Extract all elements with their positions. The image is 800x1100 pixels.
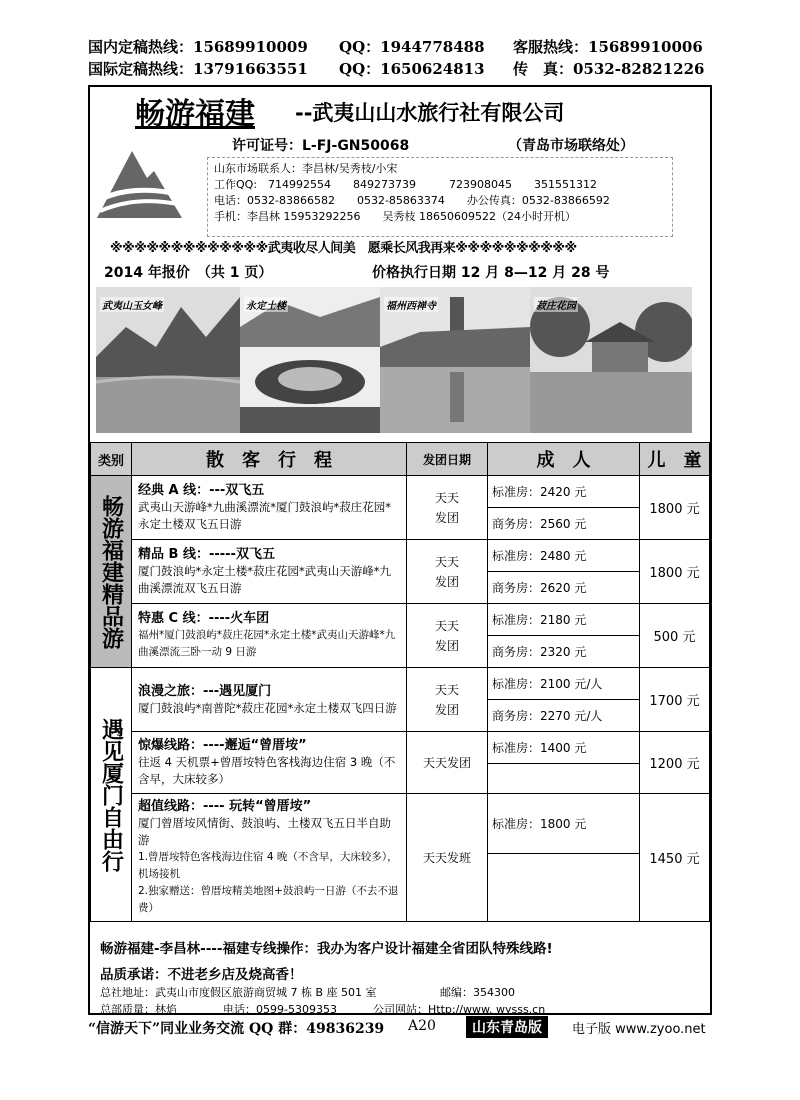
photo-shuzhuang [530, 287, 692, 433]
table-row [91, 732, 710, 764]
ad-frame [88, 85, 712, 1015]
route-name: 惊爆线路：----邂逅“曾厝垵” [138, 738, 307, 753]
qq-group: “信游天下”同业业务交流 QQ 群：49836239 [88, 1021, 385, 1037]
departure-cell: 天天发班 [407, 794, 488, 922]
standard-price: 标准房：1800 元 [488, 794, 640, 854]
col-category: 类别 [91, 443, 132, 476]
photo-yunvfeng [96, 287, 240, 433]
photo-tulou [240, 287, 380, 433]
child-price: 1800 元 [640, 540, 710, 604]
contact-box [207, 157, 673, 237]
table-row [91, 794, 710, 854]
business-price: 商务房：2320 元 [488, 636, 640, 668]
contact-mobile: 手机：李昌林 15953292256 吴秀枝 18650609522（24小时开机） [214, 210, 576, 223]
table-row [91, 540, 710, 572]
business-price-empty [488, 764, 640, 794]
category-xiamen: 遇见厦门自由行 [91, 668, 132, 922]
route-name: 超值线路：---- 玩转“曾厝垵” [138, 799, 312, 814]
brand-title: 畅游福建 [135, 97, 255, 132]
child-price: 1700 元 [640, 668, 710, 732]
intl-hotline: 国际定稿热线：13791663551 [88, 60, 308, 78]
departure-cell: 天天发团 [407, 732, 488, 794]
business-price: 商务房：2270 元/人 [488, 700, 640, 732]
col-adult: 成 人 [488, 443, 640, 476]
departure-cell: 天天 发团 [407, 604, 488, 668]
route-desc: 往返 4 天机票+曾厝垵特色客栈海边住宿 3 晚（不含早，大床较多） [138, 755, 396, 786]
route-cell [132, 540, 407, 604]
route-desc: 武夷山天游峰*九曲溪漂流*厦门鼓浪屿*菽庄花园*永定土楼双飞五日游 [138, 500, 391, 531]
departure-cell: 天天 发团 [407, 540, 488, 604]
office-label: （青岛市场联络处） [508, 138, 634, 154]
page-number: A20 [408, 1018, 436, 1034]
table-row [91, 476, 710, 508]
price-year: 2014 年报价 （共 1 页） [104, 265, 273, 281]
route-desc: 厦门鼓浪屿*南普陀*菽庄花园*永定土楼双飞四日游 [138, 700, 397, 715]
photo-caption: 武夷山玉女峰 [100, 297, 164, 312]
route-cell [132, 794, 407, 922]
qq-2: QQ：1650624813 [339, 60, 485, 78]
mountain-logo [92, 143, 187, 223]
route-name: 经典 A 线：---双飞五 [138, 483, 265, 498]
service-hotline: 客服热线：15689910006 [513, 38, 703, 56]
quality-promise: 品质承诺：不进老乡店及烧高香！ [100, 967, 303, 983]
route-cell [132, 604, 407, 668]
standard-price: 标准房：1400 元 [488, 732, 640, 764]
photo-caption: 永定土楼 [244, 297, 288, 312]
photo-xichan [380, 287, 530, 433]
departure-cell: 天天 发团 [407, 668, 488, 732]
child-price: 1200 元 [640, 732, 710, 794]
business-price-empty [488, 854, 640, 922]
route-desc: 厦门曾厝垵风情街、鼓浪屿、土楼双飞五日半自助游 [138, 816, 391, 847]
route-cell [132, 668, 407, 732]
table-row [91, 668, 710, 700]
child-price: 1800 元 [640, 476, 710, 540]
table-row [91, 604, 710, 636]
child-price: 1450 元 [640, 794, 710, 922]
route-note-2: 2.独家赠送：曾厝垵精美地图+鼓浪屿一日游（不去不退费） [138, 885, 399, 914]
photo-caption: 菽庄花园 [534, 297, 578, 312]
edition-badge: 山东青岛版 [466, 1016, 548, 1038]
fax: 传 真：0532-82821226 [513, 60, 705, 78]
category-premium: 畅游福建精品游 [91, 476, 132, 668]
standard-price: 标准房：2100 元/人 [488, 668, 640, 700]
standard-price: 标准房：2480 元 [488, 540, 640, 572]
route-name: 精品 B 线：-----双飞五 [138, 547, 275, 562]
contact-people: 山东市场联系人：李昌林/吴秀枝/小宋 [214, 162, 398, 175]
route-desc: 福州*厦门鼓浪屿*菽庄花园*永定土楼*武夷山天游峰*九曲溪漂流三卧一动 9 日游 [138, 629, 396, 658]
e-edition-site: 电子版 www.zyoo.net [572, 1022, 706, 1037]
price-dates: 价格执行日期 12 月 8—12 月 28 号 [372, 265, 610, 281]
domestic-hotline: 国内定稿热线：15689910009 [88, 38, 308, 56]
departure-cell: 天天 发团 [407, 476, 488, 540]
slogan: ※※※※※※※※※※※※※武夷收尽人间美 愿乘长风我再来※※※※※※※※※※ [110, 241, 577, 256]
license: 许可证号：L-FJ-GN50068 [232, 138, 410, 154]
qq-1: QQ：1944778488 [339, 38, 485, 56]
child-price: 500 元 [640, 604, 710, 668]
photo-caption: 福州西禅寺 [384, 297, 438, 312]
col-route: 散 客 行 程 [132, 443, 407, 476]
quality-dept: 总部质量：林焰 [100, 1003, 177, 1016]
standard-price: 标准房：2180 元 [488, 604, 640, 636]
route-note-1: 1.曾厝垵特色客栈海边住宿 4 晚（不含早，大床较多），机场接机 [138, 851, 398, 880]
zip-code: 邮编：354300 [440, 986, 515, 999]
company-name: --武夷山山水旅行社有限公司 [295, 101, 565, 125]
standard-price: 标准房：2420 元 [488, 476, 640, 508]
route-name: 浪漫之旅：---遇见厦门 [138, 683, 272, 699]
company-website: 公司网站：Http://www. wysss.cn [373, 1003, 546, 1016]
business-price: 商务房：2620 元 [488, 572, 640, 604]
col-departure: 发团日期 [407, 443, 488, 476]
route-name: 特惠 C 线：----火车团 [138, 611, 270, 626]
route-desc: 厦门鼓浪屿*永定土楼*菽庄花园*武夷山天游峰*九曲溪漂流双飞五日游 [138, 564, 391, 595]
hq-address: 总社地址：武夷山市度假区旅游商贸城 7 栋 B 座 501 室 [100, 986, 377, 999]
business-price: 商务房：2560 元 [488, 508, 640, 540]
contact-qq: 工作QQ: 714992554 849273739 723908045 351551312 [214, 178, 597, 191]
ops-note: 畅游福建-李昌林----福建专线操作：我办为客户设计福建全省团队特殊线路! [100, 941, 553, 957]
route-cell [132, 732, 407, 794]
hq-phone: 电话：0599-5309353 [223, 1003, 337, 1016]
route-cell [132, 476, 407, 540]
contact-phone: 电话：0532-83866582 0532-85863374 办公传真：0532-83866592 [214, 194, 610, 207]
tour-price-table [90, 442, 710, 922]
col-child: 儿 童 [640, 443, 710, 476]
